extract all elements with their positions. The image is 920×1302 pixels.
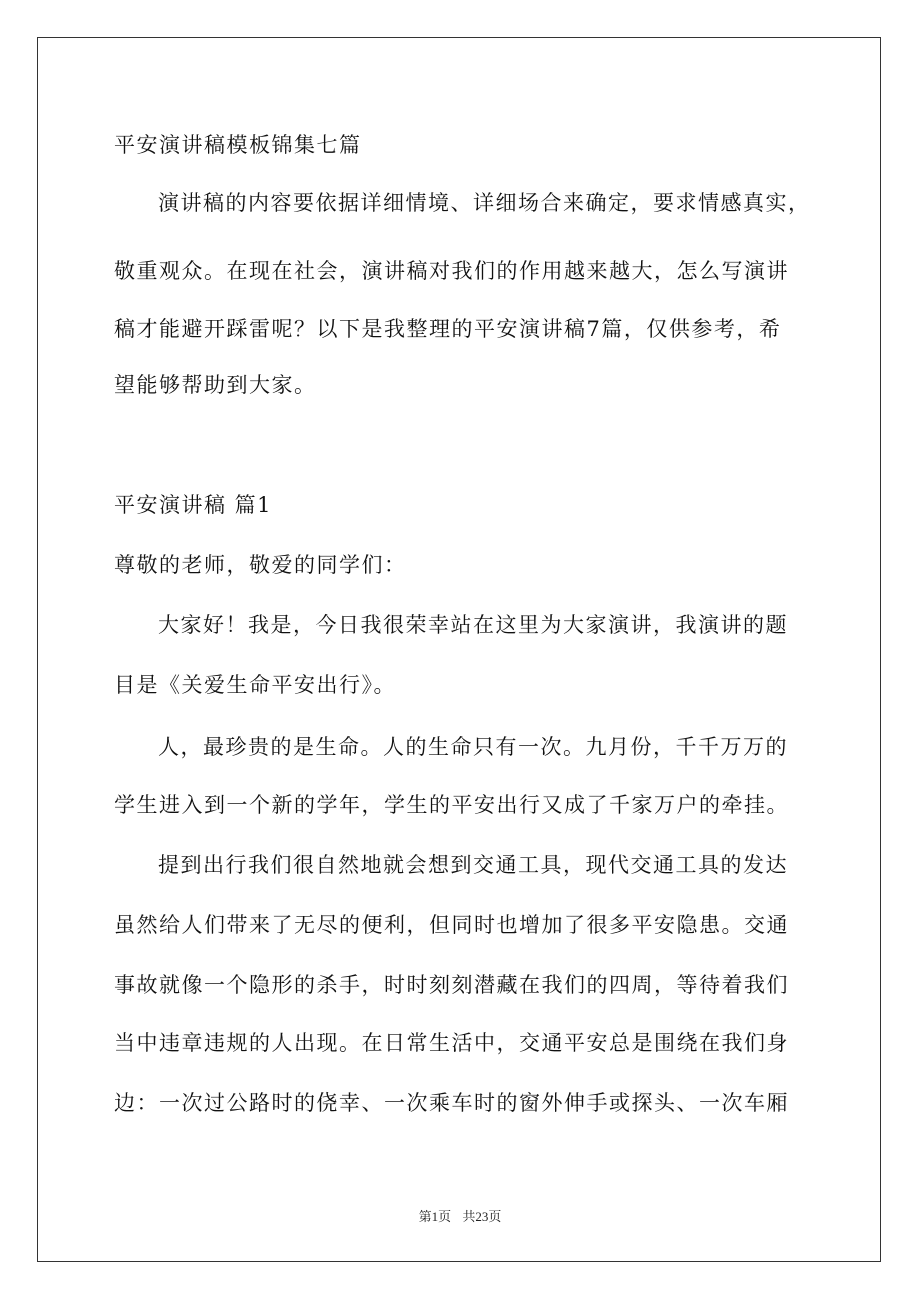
- paragraph-line: 目是《关爱生命平安出行》。: [114, 673, 396, 697]
- salutation: 尊敬的老师，敬爱的同学们：: [114, 553, 407, 577]
- paragraph-line: 演讲稿的内容要依据详细情境、详细场合来确定，要求情感真实，: [158, 191, 811, 215]
- page-total: 共23页: [462, 1209, 502, 1224]
- page-number: 第1页: [418, 1209, 452, 1224]
- paragraph-line: 当中违章违规的人出现。在日常生活中，交通平安总是围绕在我们身: [114, 1031, 789, 1055]
- paragraph-line: 边：一次过公路时的侥幸、一次乘车时的窗外伸手或探头、一次车厢: [114, 1091, 789, 1115]
- paragraph-line: 敬重观众。在现在社会，演讲稿对我们的作用越来越大，怎么写演讲: [114, 259, 789, 283]
- paragraph-line: 望能够帮助到大家。: [114, 373, 317, 397]
- paragraph-line: 稿才能避开踩雷呢？以下是我整理的平安演讲稿7篇，仅供参考，希: [114, 317, 782, 341]
- section-heading: 平安演讲稿 篇1: [114, 493, 273, 517]
- paragraph-line: 人，最珍贵的是生命。人的生命只有一次。九月份，千千万万的: [158, 735, 788, 759]
- paragraph-line: 大家好！我是，今日我很荣幸站在这里为大家演讲，我演讲的题: [158, 613, 788, 637]
- page-border: [37, 37, 881, 1262]
- page-footer: [0, 1206, 920, 1225]
- paragraph-line: 虽然给人们带来了无尽的便利，但同时也增加了很多平安隐患。交通: [114, 913, 789, 937]
- paragraph-line: 事故就像一个隐形的杀手，时时刻刻潜藏在我们的四周，等待着我们: [114, 973, 789, 997]
- document-title: 平安演讲稿模板锦集七篇: [114, 133, 362, 157]
- paragraph-line: 学生进入到一个新的学年，学生的平安出行又成了千家万户的牵挂。: [114, 793, 789, 817]
- paragraph-line: 提到出行我们很自然地就会想到交通工具，现代交通工具的发达: [158, 853, 788, 877]
